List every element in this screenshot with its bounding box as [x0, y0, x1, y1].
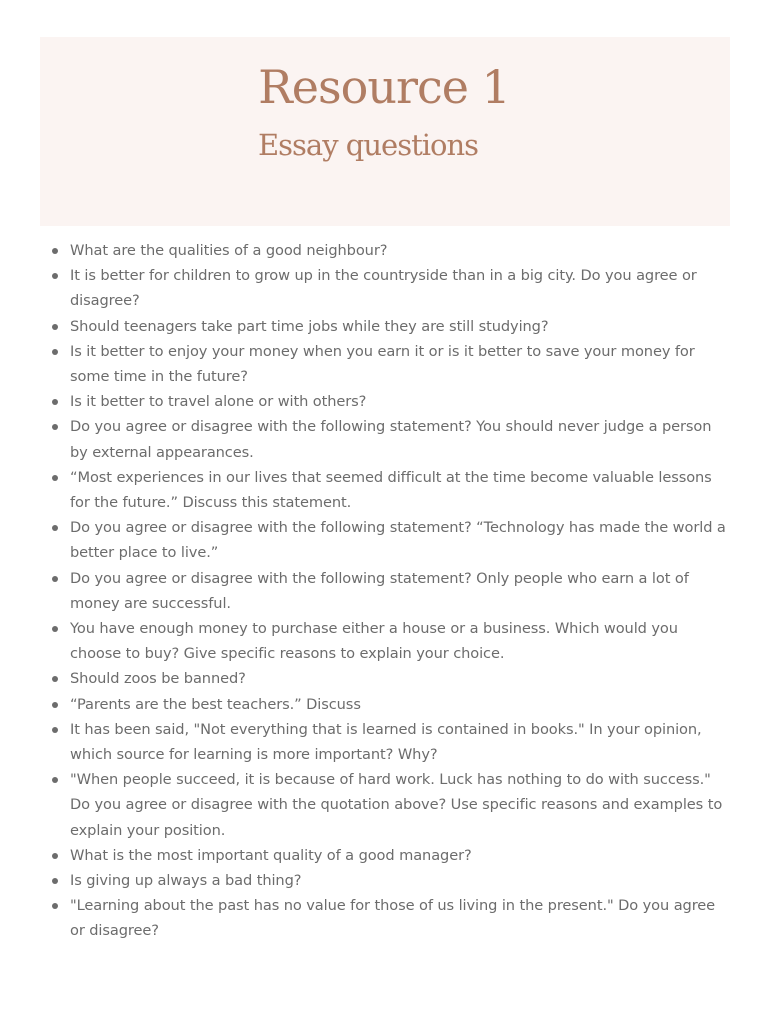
- question-text: What is the most important quality of a good manager?: [70, 846, 472, 864]
- question-list: [52, 238, 732, 944]
- list-item: [52, 339, 732, 389]
- bullet-icon: [52, 399, 58, 405]
- bullet-icon: [52, 676, 58, 682]
- question-text: Do you agree or disagree with the following statement? “Technology has made the world a better place to live.”: [70, 519, 726, 562]
- question-text: Is giving up always a bad thing?: [70, 872, 302, 890]
- list-item: [52, 666, 732, 691]
- page-title: Resource 1: [258, 60, 510, 114]
- bullet-icon: [52, 727, 58, 733]
- bullet-icon: [52, 273, 58, 279]
- list-item: [52, 566, 732, 616]
- list-item: [52, 515, 732, 565]
- list-item: [52, 616, 732, 666]
- list-item: [52, 238, 732, 263]
- list-item: [52, 263, 732, 313]
- question-text: “Most experiences in our lives that seemed difficult at the time become valuable lessons for the future.” Discuss this statement.: [70, 468, 712, 512]
- list-item: [52, 717, 732, 767]
- list-item: [52, 414, 732, 464]
- question-text: Do you agree or disagree with the following statement? Only people who earn a lot of money are successful.: [70, 569, 689, 612]
- bullet-icon: [52, 576, 58, 582]
- bullet-icon: [52, 349, 58, 355]
- list-item: [52, 314, 732, 339]
- question-text: “Parents are the best teachers.” Discuss: [70, 695, 361, 713]
- list-item: [52, 389, 732, 414]
- question-text: Do you agree or disagree with the following statement? You should never judge a person by external appearances.: [70, 418, 712, 461]
- list-item: [52, 465, 732, 515]
- list-item: [52, 843, 732, 868]
- question-text: Should teenagers take part time jobs while they are still studying?: [70, 317, 549, 335]
- bullet-icon: [52, 903, 58, 909]
- bullet-icon: [52, 777, 58, 783]
- page-subtitle: Essay questions: [257, 128, 479, 162]
- question-text: Should zoos be banned?: [70, 670, 246, 688]
- list-item: [52, 692, 732, 717]
- bullet-icon: [52, 702, 58, 708]
- bullet-icon: [52, 475, 58, 481]
- bullet-icon: [52, 324, 58, 330]
- question-text: "When people succeed, it is because of hard work. Luck has nothing to do with success." Do you agree or disagree with the quotation above? Use specific reasons and examples to explain your position.: [70, 771, 723, 839]
- question-text: Is it better to travel alone or with others?: [70, 393, 367, 411]
- question-text: What are the qualities of a good neighbour?: [70, 242, 388, 259]
- bullet-icon: [52, 525, 58, 531]
- list-item: [52, 767, 732, 843]
- list-item: [52, 868, 732, 893]
- bullet-icon: [52, 878, 58, 884]
- question-text: "Learning about the past has no value for those of us living in the present." Do you agree or disagree?: [70, 897, 716, 940]
- question-text: It has been said, "Not everything that is learned is contained in books." In your opinion, which source for learning is more important? Why?: [70, 720, 702, 764]
- list-item: [52, 893, 732, 943]
- bullet-icon: [52, 626, 58, 632]
- bullet-icon: [52, 248, 58, 254]
- question-text: Is it better to enjoy your money when you earn it or is it better to save your money for some time in the future?: [70, 342, 695, 386]
- question-text: It is better for children to grow up in the countryside than in a big city. Do you agree or disagree?: [70, 267, 697, 310]
- bullet-icon: [52, 853, 58, 859]
- question-text: You have enough money to purchase either a house or a business. Which would you choose to buy? Give specific reasons to explain your choice.: [70, 620, 678, 663]
- bullet-icon: [52, 424, 58, 430]
